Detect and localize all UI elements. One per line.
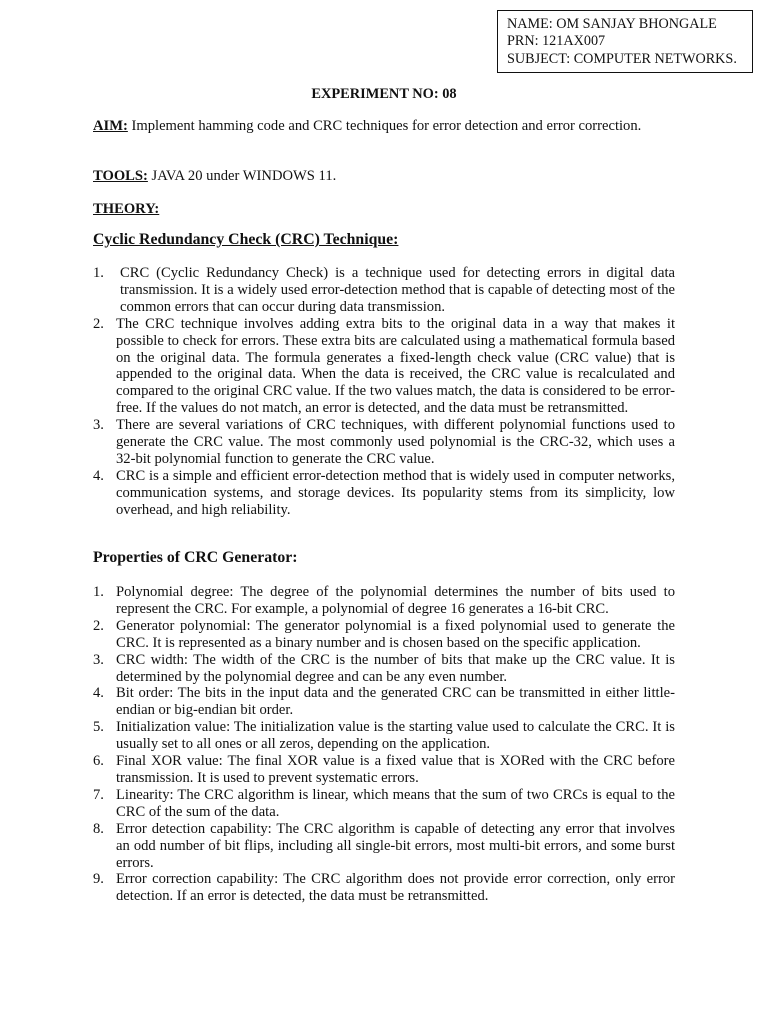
list-item xyxy=(93,871,675,905)
list-item xyxy=(93,417,675,468)
item-text: CRC width: The width of the CRC is the number of bits that make up the CRC value. It is determined by the polynomial degree and can be any even number. xyxy=(116,651,675,685)
item-text: Linearity: The CRC algorithm is linear, which means that the sum of two CRCs is equal to the CRC of the sum of the data. xyxy=(116,786,675,820)
item-text: Generator polynomial: The generator polynomial is a fixed polynomial used to generate the CRC. It is represented as a binary number and is chosen based on the specific application. xyxy=(116,617,675,651)
experiment-title-text: EXPERIMENT NO: 08 xyxy=(311,86,457,102)
item-text: CRC (Cyclic Redundancy Check) is a technique used for detecting errors in digital data transmission. It is a widely used error-detection method that is capable of detecting most of the common errors that can occur during data transmission. xyxy=(120,265,675,315)
subject-name: SUBJECT: COMPUTER NETWORKS. xyxy=(507,50,737,67)
item-text: Final XOR value: The final XOR value is a fixed value that is XORed with the CRC before transmission. It is used to prevent systematic errors. xyxy=(116,753,675,786)
list-item xyxy=(93,719,675,753)
crc-heading: Cyclic Redundancy Check (CRC) Technique: xyxy=(93,231,399,248)
theory-section xyxy=(93,201,675,218)
item-text: Error detection capability: The CRC algorithm is capable of detecting any error that involves an odd number of bit flips, including all single-bit errors, most multi-bit errors, and some burst errors. xyxy=(116,820,675,871)
list-item xyxy=(93,685,675,719)
properties-heading: Properties of CRC Generator: xyxy=(93,549,298,566)
aim-label: AIM: xyxy=(93,118,128,134)
item-number: 4. xyxy=(93,467,104,484)
list-item xyxy=(93,468,675,519)
list-item xyxy=(93,821,675,872)
item-number: 2. xyxy=(93,617,104,634)
list-item xyxy=(93,316,675,417)
list-item xyxy=(93,618,675,652)
item-number: 6. xyxy=(93,753,104,770)
list-item xyxy=(93,753,675,787)
item-text: Error correction capability: The CRC algorithm does not provide error correction, only error detection. If an error is detected, the data must be retransmitted. xyxy=(116,871,675,905)
item-text: Initialization value: The initialization value is the starting value used to calculate the CRC. It is usually set to all ones or all zeros, depending on the application. xyxy=(116,719,675,753)
list-item xyxy=(93,652,675,686)
item-text: The CRC technique involves adding extra bits to the original data in a way that makes it possible to check for errors. These extra bits are calculated using a mathematical formula based on the original data. The formula generates a fixed-length check value (CRC value) that is appended to the original data. When the data is received, the CRC value is recalculated and compared to the original CRC value. If the two values match, the data is considered to be error-free. If the values do not match, an error is detected, and the data must be retransmitted. xyxy=(116,315,675,417)
aim-text: Implement hamming code and CRC techniques for error detection and error correction. xyxy=(127,118,642,134)
experiment-title xyxy=(0,86,768,103)
list-item xyxy=(93,265,675,316)
item-text: Bit order: The bits in the input data and the generated CRC can be transmitted in either little-endian or big-endian bit order. xyxy=(116,685,675,719)
properties-list xyxy=(93,584,675,905)
item-number: 3. xyxy=(93,651,104,668)
tools-text: JAVA 20 under WINDOWS 11. xyxy=(147,168,337,184)
tools-label: TOOLS: xyxy=(93,168,148,184)
item-number: 7. xyxy=(93,786,104,803)
item-number: 3. xyxy=(93,417,104,434)
student-name: NAME: OM SANJAY BHONGALE xyxy=(507,16,717,32)
theory-label: THEORY: xyxy=(93,201,160,217)
student-info-box xyxy=(497,10,753,73)
crc-list xyxy=(93,265,675,519)
item-text: There are several variations of CRC techniques, with different polynomial functions used to generate the CRC value. The most commonly used polynomial is the CRC-32, which uses a 32-bit polynomial function to generate the CRC value. xyxy=(116,417,675,467)
list-item xyxy=(93,787,675,821)
item-number: 2. xyxy=(93,315,104,332)
list-item xyxy=(93,584,675,618)
aim-section xyxy=(93,118,675,135)
item-number: 1. xyxy=(93,265,104,281)
item-number: 4. xyxy=(93,685,104,702)
item-number: 9. xyxy=(93,871,104,888)
tools-section xyxy=(93,168,675,185)
student-prn: PRN: 121AX007 xyxy=(507,33,606,50)
item-text: Polynomial degree: The degree of the polynomial determines the number of bits used to represent the CRC. For example, a polynomial of degree 16 generates a 16-bit CRC. xyxy=(116,584,675,617)
item-number: 1. xyxy=(93,584,104,600)
item-number: 5. xyxy=(93,719,104,736)
item-text: CRC is a simple and efficient error-detection method that is widely used in computer networks, communication systems, and storage devices. Its popularity stems from its simplicity, low overhead, and high reliability. xyxy=(116,467,675,518)
item-number: 8. xyxy=(93,820,104,837)
